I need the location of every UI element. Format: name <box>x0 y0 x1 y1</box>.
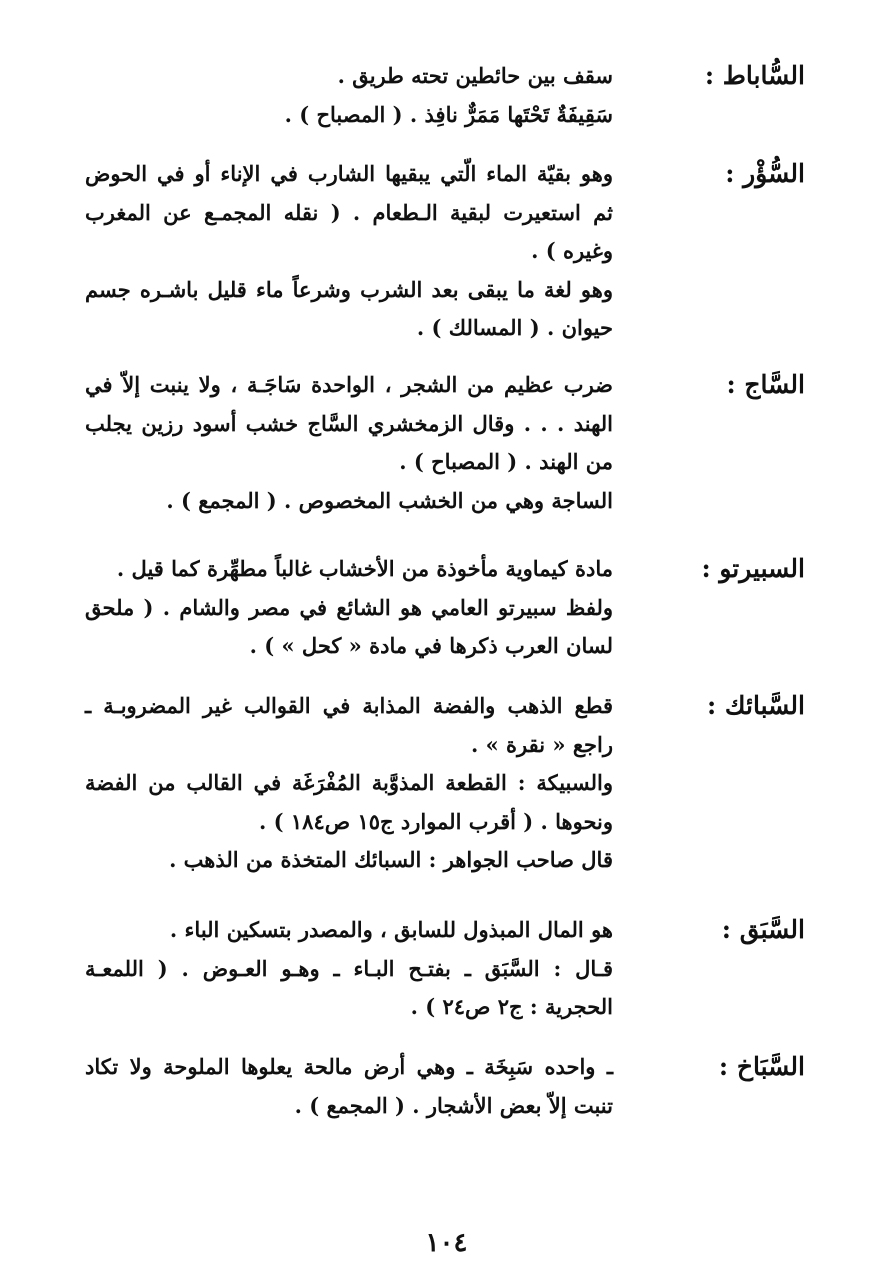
definition-paragraph: ضرب عظيم من الشجر ، الواحدة سَاجَـة ، ولا ينبت إلاّ في الهند . . . وقال الزمخشري السَّاج خشب أسود رزين يجلب من الهند . ( المصباح ) . <box>85 372 613 474</box>
entry-term: السَّبائك : <box>707 691 805 720</box>
definition-paragraph: سقف بين حائطين تحته طريق . <box>337 63 613 88</box>
definition-paragraph: الساجة وهي من الخشب المخصوص . ( المجمع ) . <box>166 487 613 513</box>
entry-definition <box>85 1048 613 1125</box>
definition-paragraph: قطع الذهب والفضة المذابة في القوالب غير المضروبـة ـ راجع « نقرة » . <box>85 693 613 757</box>
entry-term: السُّاباط : <box>704 61 805 90</box>
entry-definition <box>85 911 613 1027</box>
definition-paragraph: مادة كيماوية مأخوذة من الأخشاب غالباً مطهِّرة كما قيل . <box>116 556 613 581</box>
entry-definition <box>85 155 613 348</box>
definition-paragraph: ـ واحده سَبِخَة ـ وهي أرض مالحة يعلوها الملوحة ولا تكاد تنبت إلاّ بعض الأشجار . ( المجمع ) . <box>85 1054 613 1118</box>
definition-paragraph: قـال : السَّبَق ـ بفتـح البـاء ـ وهـو العـوض . ( اللمعـة الحجرية : ج٢ ص٢٤ ) . <box>85 955 613 1019</box>
definition-paragraph: قال صاحب الجواهر : السبائك المتخذة من الذهب . <box>169 847 613 872</box>
entry-term: السبيرتو : <box>701 554 805 583</box>
entry-definition <box>85 366 613 520</box>
entry-term: السَّاج : <box>726 370 805 399</box>
definition-paragraph: سَقِيفَةٌ تَحْتَها مَمَرٌّ نافِذ . ( المصباح ) . <box>284 101 613 127</box>
definition-paragraph: وهو لغة ما يبقى بعد الشرب وشرعاً ماء قليل باشـره جسم حيوان . ( المسالك ) . <box>85 276 613 340</box>
entry-definition <box>85 687 613 880</box>
page-number: ١٠٤ <box>425 1228 468 1258</box>
definition-paragraph: وهو بقيّة الماء الّتي يبقيها الشارب في الإناء أو في الحوض ثم استعيرت لبقية الـطعام . ( نقله المجمـع عن المغرب وغيره ) . <box>85 161 613 263</box>
entry-term: السَّبَق : <box>721 915 805 944</box>
entry-term: السُّؤْر : <box>725 159 805 188</box>
entry-definition <box>85 550 613 666</box>
entry-definition <box>85 57 613 134</box>
definition-paragraph: ولفظ سبيرتو العامي هو الشائع في مصر والشام . ( ملحق لسان العرب ذكرها في مادة « كحل » ) . <box>85 594 613 658</box>
entry-term: السَّبَاخ : <box>718 1052 805 1081</box>
definition-paragraph: هو المال المبذول للسابق ، والمصدر بتسكين الباء . <box>169 917 613 942</box>
definition-paragraph: والسبيكة : القطعة المذوَّبة المُفْرَغَة في القالب من الفضة ونحوها . ( أقرب الموارد ج١٥ ص١٨٤ ) . <box>85 770 613 834</box>
